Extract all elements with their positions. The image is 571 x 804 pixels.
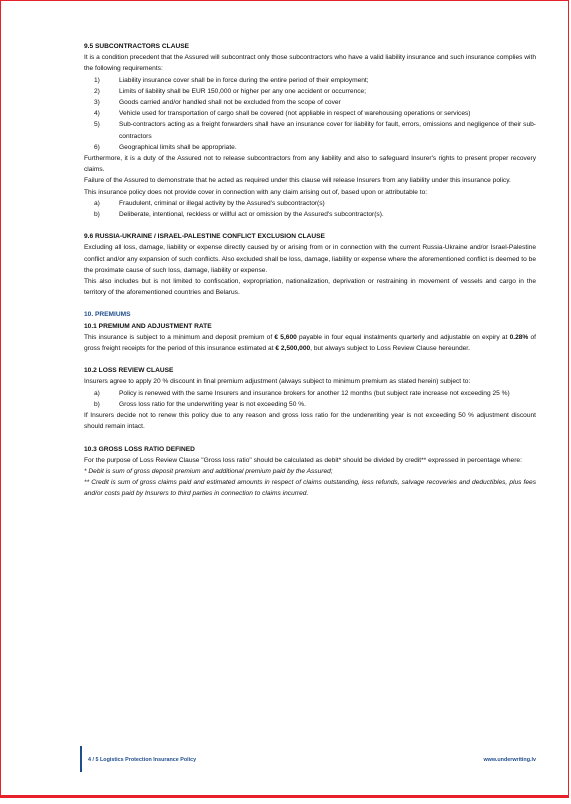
section-9-5-para3: This insurance policy does not provide cover in connection with any claim arising out of, based upon or attributable to:: [84, 188, 428, 196]
footer-accent-bar: [80, 746, 82, 772]
list-item: b) Gross loss ratio for the underwriting year is not exceeding 50 %.: [94, 400, 306, 408]
section-9-5-para1: Furthermore, it is a duty of the Assured not to release subcontractors from any liability and also to safeguard Insurer's rights to present proper recovery claims.: [84, 155, 536, 174]
list-item: 5) Sub-contractors acting as a freight forwarders shall have an insurance cover for liability for fault, errors, omissions and negligence of their sub-contractors: [94, 121, 536, 140]
footer-page-title: 4 / 5 Logistics Protection Insurance Policy: [88, 757, 197, 763]
list-item: a) Fraudulent, criminal or illegal activity by the Assured's subcontractor(s): [94, 199, 325, 207]
list-item: 1) Liability insurance cover shall be in force during the entire period of their employment;: [94, 76, 369, 84]
document-body: [84, 41, 536, 500]
section-10-1-body: This insurance is subject to a minimum and deposit premium of € 5,600 payable in four equal instalments quarterly and adjustable on expiry at 0.28% of gross freight receipts for the period of this insurance estimated at € 2,500,000, but always subject to Loss Review Clause hereunder.: [84, 333, 536, 353]
section-10-heading: 10. PREMIUMS: [84, 311, 131, 319]
section-9-5-heading: 9.5 SUBCONTRACTORS CLAUSE: [84, 43, 190, 50]
list-item: 2) Limits of liability shall be EUR 150,000 or higher per any one accident or occurrence;: [94, 87, 367, 95]
loss-review-list: [84, 388, 536, 410]
debit-footnote: * Debit is sum of gross deposit premium and additional premium paid by the Assured;: [84, 467, 333, 475]
section-10-2-intro: Insurers agree to apply 20 % discount in final premium adjustment (always subject to minimum premium as stated herein) subject to:: [84, 378, 471, 386]
section-10-1-heading: 10.1 PREMIUM AND ADJUSTMENT RATE: [84, 322, 212, 330]
section-9-5-para2: Failure of the Assured to demonstrate that he acted as required under this clause will release Insurers from any liability under this insurance policy.: [84, 177, 511, 185]
list-item: b) Deliberate, intentional, reckless or willful act or omission by the Assured's subcontractor(s).: [94, 211, 384, 219]
list-item: 3) Goods carried and/or handled shall not be excluded from the scope of cover: [94, 99, 341, 107]
section-9-6-heading: 9.6 RUSSIA-UKRAINE / ISRAEL-PALESTINE CONFLICT EXCLUSION CLAUSE: [84, 233, 325, 241]
section-9-6-para1: Excluding all loss, damage, liability or expense directly caused by or arising from or in connection with the current Russia-Ukraine and/or Israel-Palestine conflict and/or any expansion of such conflicts. Also excluded shall be loss, damage, liability or expense where the aforementioned conflict is deemed to be the proximate cause of such loss, damage, liability or expense.: [84, 244, 536, 274]
section-9-6-para2: This also includes but is not limited to confiscation, expropriation, nationalization, deprivation or restraining in movement of vessels and cargo in the territory of the aforementioned countries and Belarus.: [84, 278, 536, 297]
requirements-list: [84, 75, 536, 153]
section-10-2-heading: 10.2 LOSS REVIEW CLAUSE: [84, 367, 174, 375]
section-10-3-heading: 10.3 GROSS LOSS RATIO DEFINED: [84, 445, 195, 453]
list-item: 6) Geographical limits shall be appropriate.: [94, 143, 237, 151]
section-10-3-intro: For the purpose of Loss Review Clause "Gross loss ratio" should be calculated as debit* should be divided by credit** expressed in percentage where:: [84, 456, 522, 464]
list-item: 4) Vehicle used for transportation of cargo shall be covered (not appliable in respect of warehousing operations or services): [94, 110, 471, 118]
credit-footnote: ** Credit is sum of gross claims paid and estimated amounts in respect of claims outstanding, less refunds, salvage recoveries and deductibles, plus fees and/or costs paid by Insurers to third parties in connection to claims incurred.: [84, 479, 536, 498]
section-9-5-intro: It is a condition precedent that the Assured will subcontract only those subcontractors who have a valid liability insurance and such insurance complies with the following requirements:: [84, 54, 536, 73]
section-10-2-outro: If Insurers decide not to renew this policy due to any reason and gross loss ratio for the underwriting year is not exceeding 50 % adjustment discount should remain intact.: [84, 412, 536, 431]
exclusion-list: [84, 198, 536, 220]
footer-website-link[interactable]: www.underwriting.lv: [483, 757, 536, 763]
list-item: a) Policy is renewed with the same Insurers and insurance brokers for another 12 months (but subject rate increase not exceeding 25 %): [94, 389, 510, 397]
page-footer: [80, 746, 540, 772]
